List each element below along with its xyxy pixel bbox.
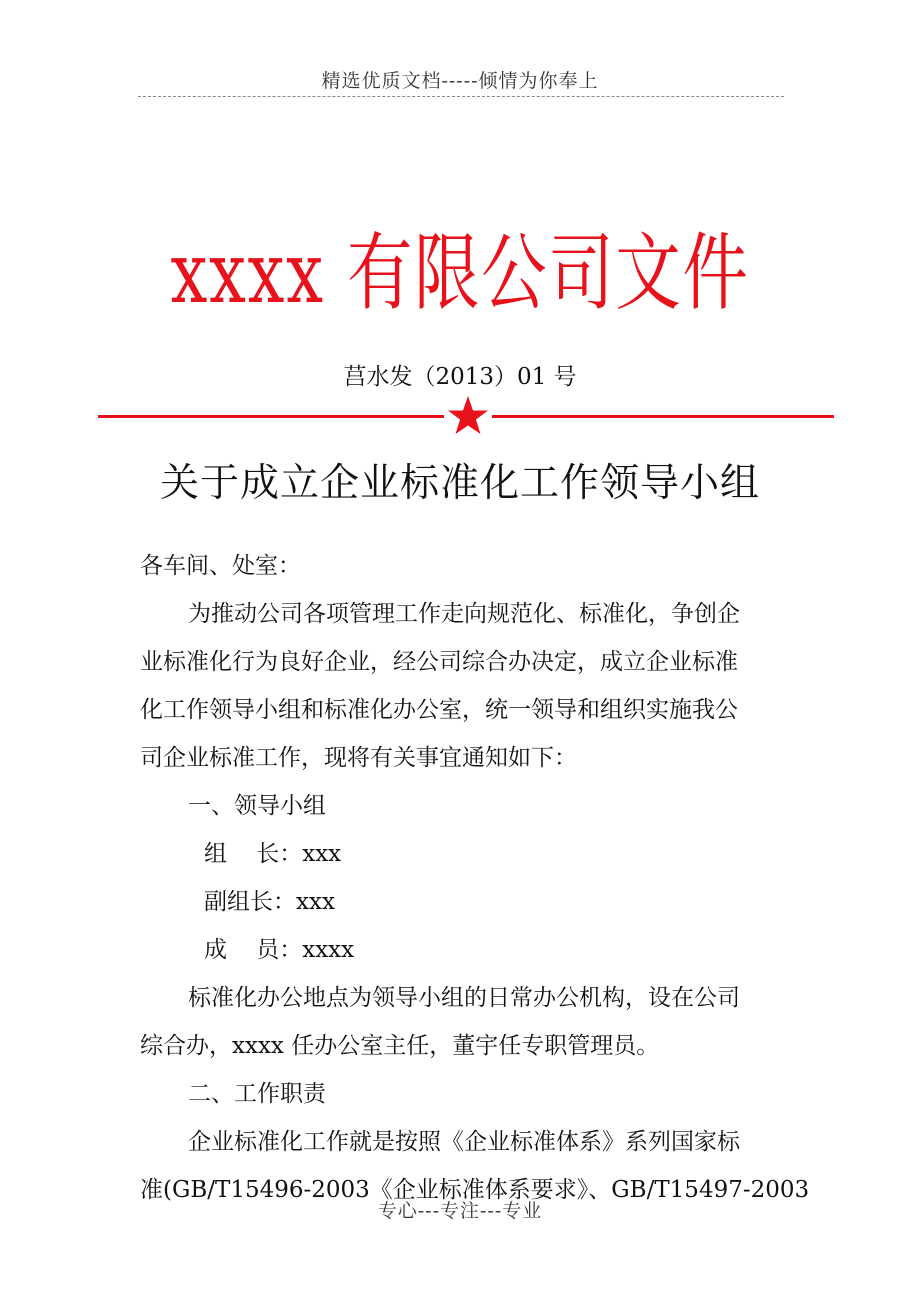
page-header: 精选优质文档-----倾情为你奉上	[321, 70, 599, 92]
paragraph-2-line: 综合办，xxxx 任办公室主任，董宇任专职管理员。	[140, 1033, 660, 1059]
section-2-line: 企业标准化工作就是按照《企业标准体系》系列国家标	[188, 1129, 740, 1155]
paragraph-1-line: 为推动公司各项管理工作走向规范化、标准化，争创企	[188, 601, 740, 627]
member-leader: 组 长：xxx	[204, 841, 342, 867]
page-footer: 专心---专注---专业	[377, 1200, 543, 1222]
star-icon	[446, 394, 490, 438]
section-2-heading: 二、工作职责	[188, 1081, 326, 1107]
paragraph-2-line: 标准化办公地点为领导小组的日常办公机构，设在公司	[188, 985, 740, 1011]
document-body	[140, 542, 810, 1214]
red-divider-right	[492, 415, 834, 418]
document-banner: xxxx 有限公司文件	[170, 224, 750, 322]
salutation: 各车间、处室：	[140, 553, 301, 579]
paragraph-1-line: 化工作领导小组和标准化办公室，统一领导和组织实施我公	[140, 697, 738, 723]
member-deputy: 副组长：xxx	[204, 889, 335, 915]
document-number: 莒水发（2013）01 号	[343, 364, 577, 390]
paragraph-1-line: 司企业标准工作，现将有关事宜通知如下：	[140, 745, 577, 771]
member-members: 成 员：xxxx	[204, 937, 355, 963]
section-2-line: 准(GB/T15496-2003《企业标准体系要求》、GB/T15497-2003	[140, 1177, 810, 1203]
paragraph-1-line: 业标准化行为良好企业，经公司综合办决定，成立企业标准	[140, 649, 738, 675]
header-divider	[138, 96, 784, 97]
document-title: 关于成立企业标准化工作领导小组	[159, 461, 760, 506]
section-1-heading: 一、领导小组	[188, 793, 326, 819]
red-divider-left	[98, 415, 444, 418]
